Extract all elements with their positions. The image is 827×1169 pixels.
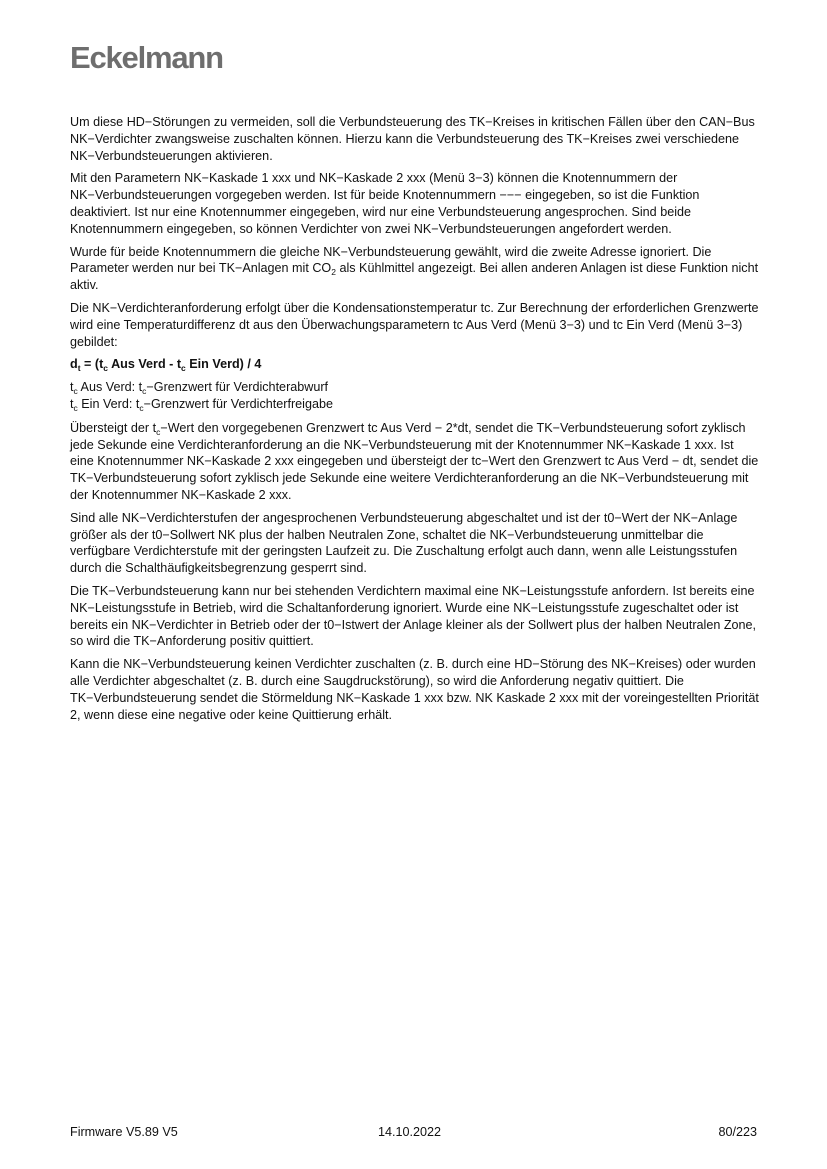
paragraph-exceed [70,420,760,504]
definition-list [70,379,760,413]
paragraph-parameters: Mit den Parametern NK−Kaskade 1 xxx und NK−Kaskade 2 xxx (Menü 3−3) können die Knotennummern der NK−Verbundsteuerungen vorgegeben werden. Ist für beide Knotennummern −−− eingegeben, so ist die Funktion deaktiviert. Ist nur eine Knotennummer eingegeben, wird nur eine Verbundsteuerung angesprochen. Sind beide Knotennummern eingegeben, so können Verdichter von zwei NK−Verbundsteuerungen angefordert werden. [70,171,700,236]
definition-ein-verd [70,396,760,413]
formula-c2-sub: c [181,363,186,374]
def2-sub: c [73,402,78,413]
p3-text-a: Wurde für beide Knotennummern die gleiche NK−Verbundsteuerung gewählt, wird die zweite Adresse ignoriert. Die Parameter werden nur bei TK−Anlagen mit CO [70,244,712,276]
formula-d: d [70,357,78,372]
paragraph-negative: Kann die NK−Verbundsteuerung keinen Verdichter zuschalten (z. B. durch eine HD−Störung des NK−Kreises) oder wurden alle Verdichter abgeschaltet (z. B. durch eine Saugdruckstörung), so wird die Anforderung negativ quittiert. Die TK−Verbundsteuerung sendet die Störmeldung NK−Kaskade 1 xxx bzw. NK Kaskade 2 xxx mit der voreingestellten Priorität 2, wenn diese eine negative oder keine Quittierung erhält. [70,657,759,722]
def1-sub2: c [142,386,147,397]
definition-aus-verd [70,379,760,396]
def1-rest: −Grenzwert für Verdichterabwurf [146,380,329,395]
paragraph-tk-request: Die TK−Verbundsteuerung kann nur bei stehenden Verdichtern maximal eine NK−Leistungsstufe anfordern. Ist bereits eine NK−Leistungsstufe in Betrieb, wird die Schaltanforderung ignoriert. Wurde eine NK−Leistungsstufe zugeschaltet oder ist bereits ein NK−Verdichter in Betrieb oder der t0−Istwert der Anlage kleiner als der Sollwert plus der halben Neutralen Zone, so wird die TK−Anforderung positiv quittiert. [70,583,757,649]
p5-text-b: −Wert den vorgegebenen Grenzwert tc Aus Verd − 2*dt, sendet die TK−Verbundsteuerung sofort zyklisch jede Sekunde eine Verdichteranforderung an die NK−Verbundsteuerung mit der Knotennummer NK−Kaskade 1 xxx. Ist eine Knotennummer NK−Kaskade 2 xxx eingegeben und übersteigt der tc−Wert den Grenzwert tc Aus Verd − dt, sendet die TK−Verbundsteuerung sofort zyklisch jede Sekunde eine weitere Verdichteranforderung an die NK−Verbundsteuerung mit der Knotennummer NK−Kaskade 2 xxx. [70,420,759,502]
footer-page-number: 80/223 [718,1125,757,1139]
formula-aus: Aus Verd - t [108,357,182,372]
p5-text-a: Übersteigt der t [70,420,157,435]
def1-sub: c [73,386,78,397]
paragraph-request-calc: Die NK−Verdichteranforderung erfolgt über die Kondensationstemperatur tc. Zur Berechnung der erforderlichen Grenzwerte wird eine Temperaturdifferenz dt aus den Überwachungsparametern tc Aus Verd (Menü 3−3) und tc Ein Verd (Menü 3−3) gebildet: [70,300,759,349]
formula-dt [70,356,760,373]
p5-subscript: c [156,426,161,437]
footer-firmware: Firmware V5.89 V5 [70,1125,178,1139]
def2-t: t [70,396,74,411]
co2-subscript: 2 [331,267,336,278]
formula-eq: = (t [80,357,104,372]
def1-t: t [70,380,74,395]
paragraph-all-off: Sind alle NK−Verdichterstufen der angesprochenen Verbundsteuerung abgeschaltet und ist der t0−Wert der NK−Anlage größer als der t0−Sollwert NK plus der halben Neutralen Zone, schaltet die NK−Verbundsteuerung unmittelbar die verfügbare Verdichterstufe mit der geringsten Laufzeit zu. Die Zuschaltung erfolgt auch dann, wenn alle Leistungsstufen durch die Schalthäufigkeitsbegrenzung gesperrt sind. [70,510,738,576]
p3-text-b: als Kühlmittel angezeigt. Bei allen anderen Anlagen ist diese Funktion nicht aktiv. [70,261,759,293]
def2-rest: −Grenzwert für Verdichterfreigabe [143,396,333,411]
formula-d-sub: t [77,363,81,374]
document-body [70,114,760,729]
paragraph-intro: Um diese HD−Störungen zu vermeiden, soll die Verbundsteuerung des TK−Kreises in kritischen Fällen über den CAN−Bus NK−Verdichter zwangsweise zuschalten können. Hierzu kann die Verbundsteuerung des TK−Kreises zwei verschiedene NK−Verbundsteuerungen aktivieren. [70,115,755,163]
def2-sub2: c [139,402,144,413]
eckelmann-logo: Eckelmann [70,40,223,75]
formula-ein: Ein Verd) / 4 [185,357,262,372]
footer-date: 14.10.2022 [378,1125,442,1139]
formula-c1-sub: c [103,363,109,374]
paragraph-same-node [70,244,760,294]
def2-mid: Ein Verd: t [77,396,140,411]
def1-mid: Aus Verd: t [77,380,143,395]
